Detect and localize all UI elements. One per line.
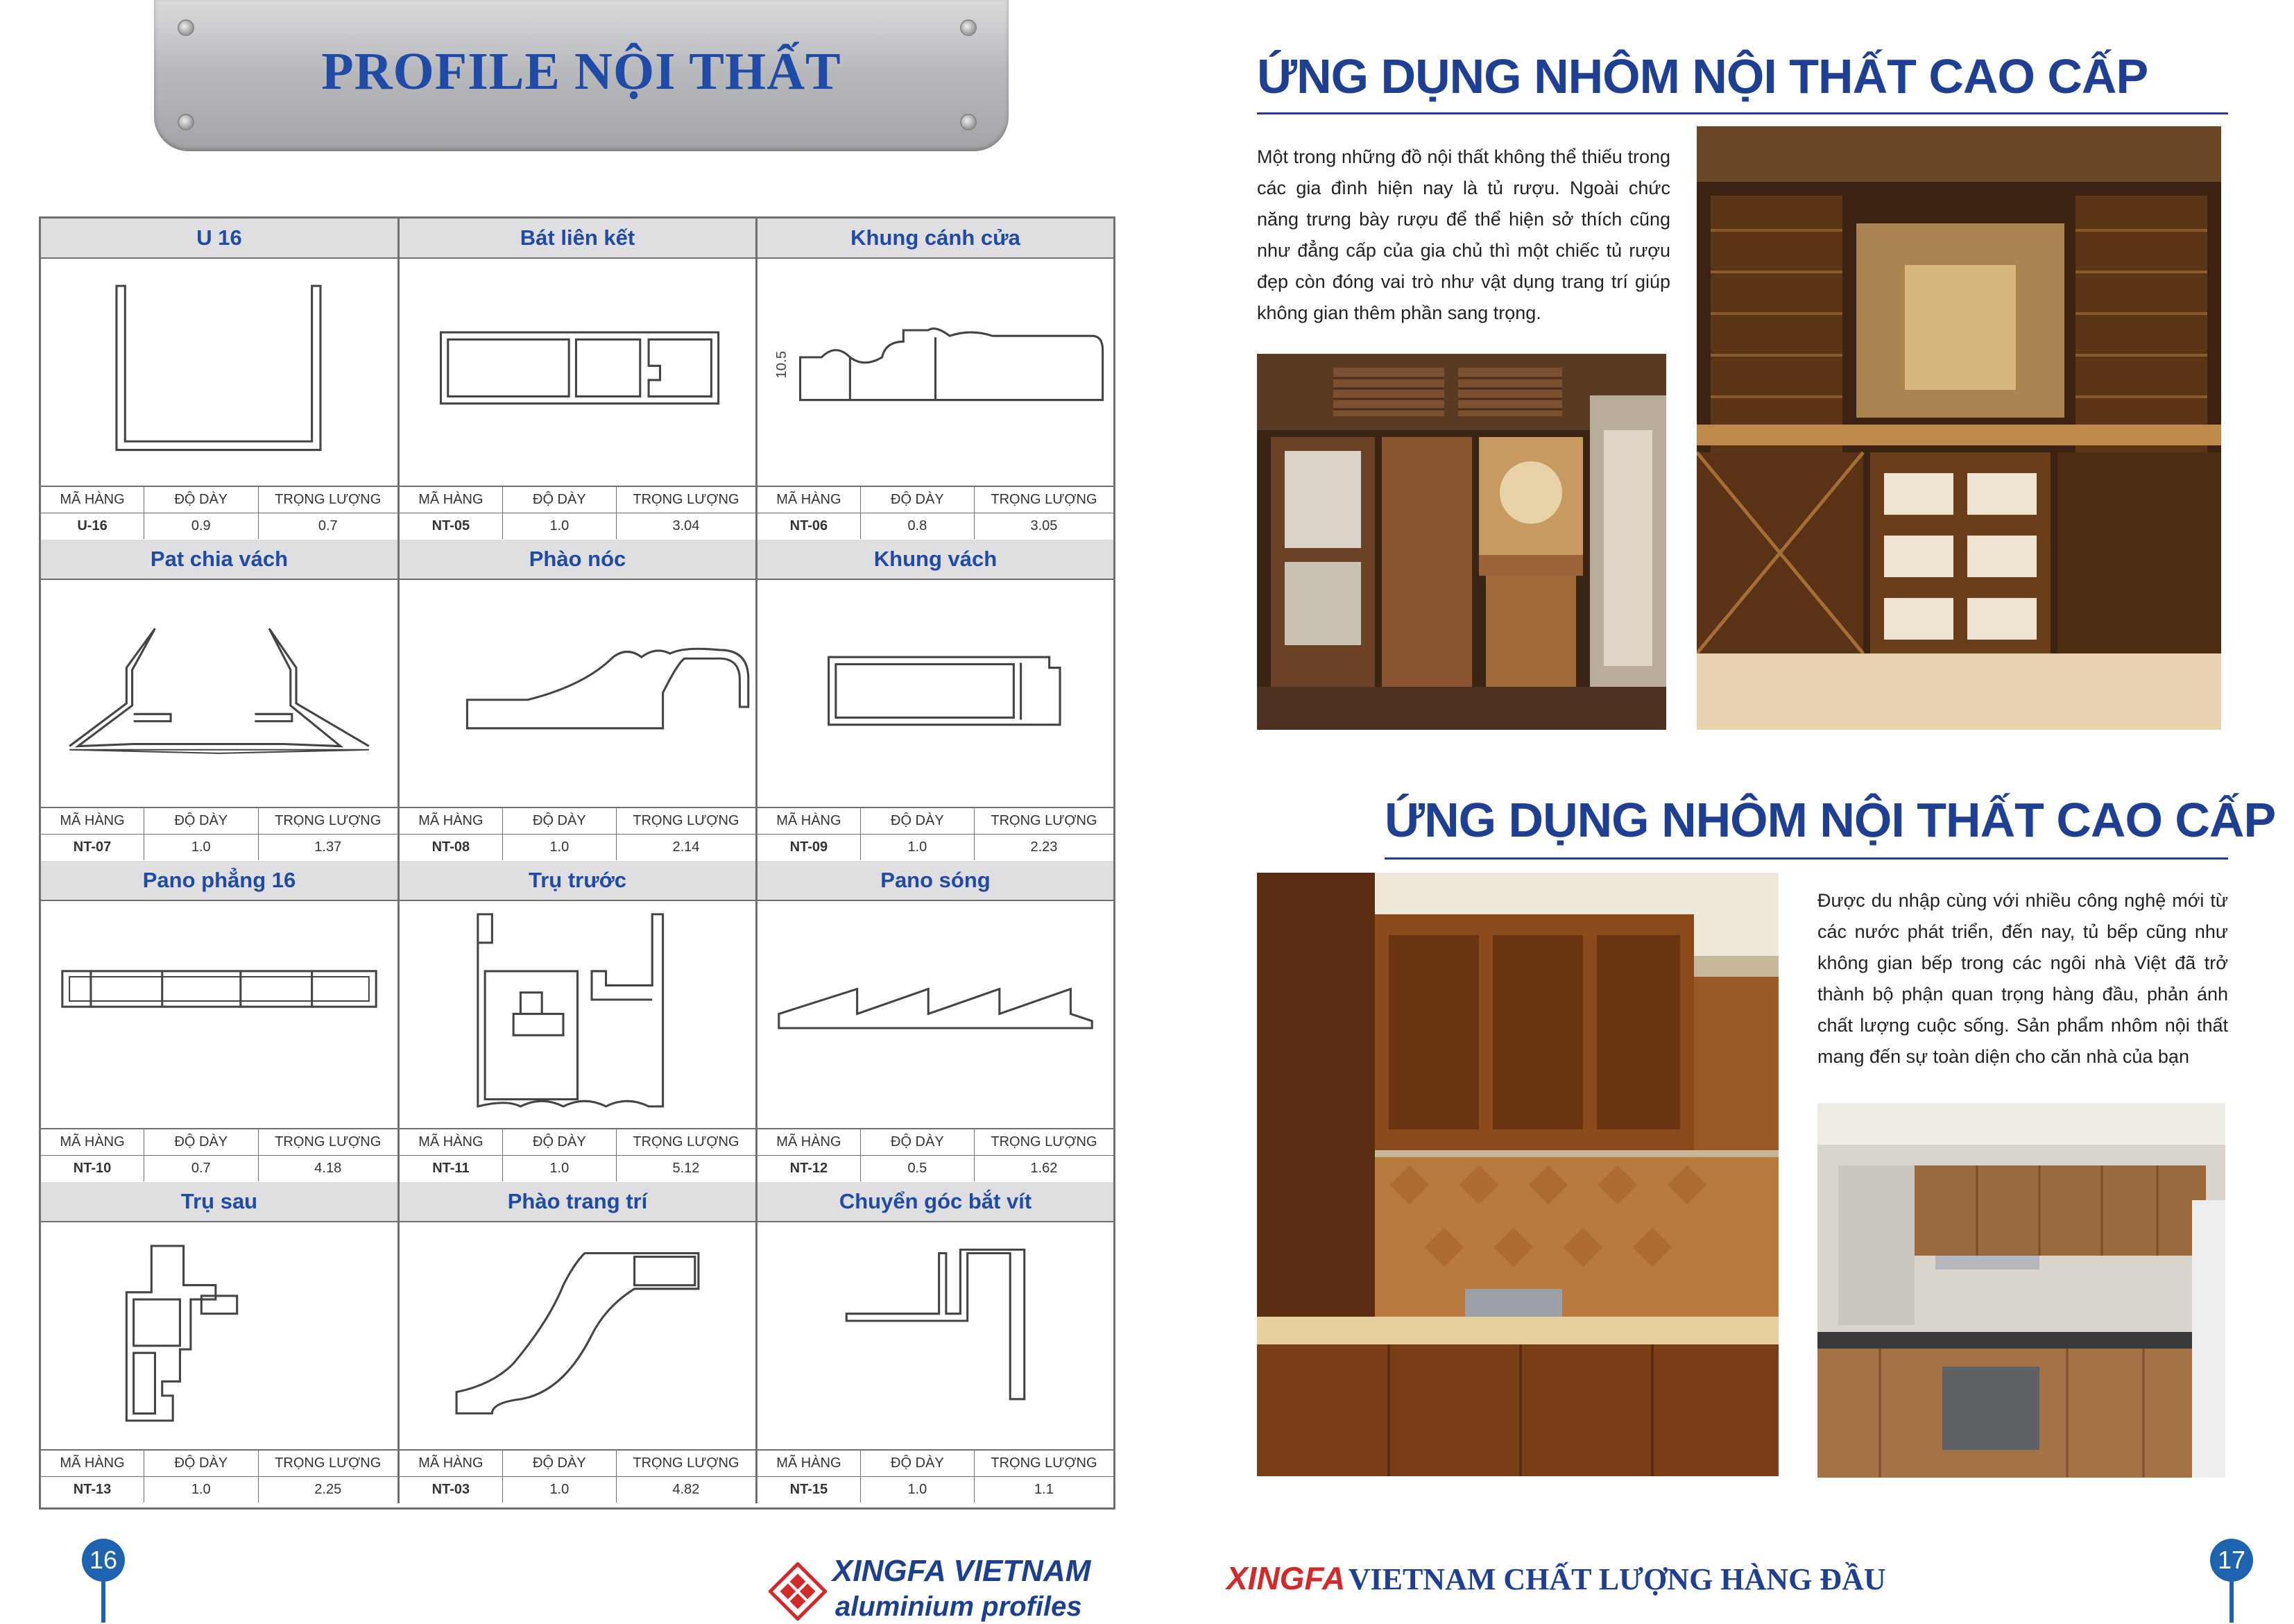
spec-weight: 3.05 [1030,518,1058,533]
spec-thickness: 0.7 [144,1156,258,1181]
spec-code: NT-12 [757,1156,861,1181]
profile-name: Pano phẳng 16 [41,861,397,901]
spec-header-weight: TRỌNG LƯỢNG [275,1134,382,1149]
profile-drawing [41,900,397,1128]
kitchen-text: Được du nhập cùng với nhiều công nghệ mới từ các nước phát triển, đến nay, tủ bếp cũng như không gian bếp trong các ngôi nhà Việt đã trở thành bộ phận quan trọng hàng đầu, phản ánh chất lượng cuộc sống. Sản phẩm nhôm nội thất mang đến sự toàn diện cho căn nhà của bạn [1817,890,2228,1067]
spec-weight: 1.37 [314,839,342,855]
spec-table [400,807,755,861]
spec-header-code: MÃ HÀNG [757,1129,861,1155]
page-title: PROFILE NỘI THẤT [321,42,841,101]
logo-subtitle: aluminium profiles [835,1591,1082,1622]
spec-header-code: MÃ HÀNG [41,487,144,513]
kitchen-photo-small [1817,1103,2225,1478]
spec-thickness: 1.0 [144,835,258,860]
spec-header-thickness: ĐỘ DÀY [503,487,617,513]
footer-slogan-block [1226,1559,1886,1597]
section-title-kitchen: ỨNG DỤNG NHÔM NỘI THẤT CAO CẤP [1385,793,2276,847]
profile-name: Bát liên kết [400,219,755,259]
spec-header-thickness: ĐỘ DÀY [144,487,258,513]
spec-weight: 4.18 [314,1161,342,1176]
profile-cell [41,540,397,861]
profile-drawing [41,579,397,807]
profile-drawing [41,257,397,486]
spec-code: NT-15 [757,1477,861,1503]
profile-cell [755,861,1113,1182]
spec-header-weight: TRỌNG LƯỢNG [633,1134,739,1149]
title-rule [1257,112,2228,114]
spec-thickness: 0.8 [861,513,975,539]
spec-thickness: 0.5 [861,1156,975,1181]
spec-weight: 2.23 [1030,839,1058,855]
spec-code: NT-03 [400,1477,503,1503]
dimension-label: 10.5 [773,350,790,379]
spec-header-weight: TRỌNG LƯỢNG [633,813,739,828]
spec-table [400,1128,755,1182]
spec-thickness: 1.0 [503,1477,617,1503]
spec-code: NT-07 [41,835,144,860]
spec-thickness: 1.0 [861,835,975,860]
screw-icon [179,21,193,35]
profile-cell [755,1182,1113,1503]
profile-drawing [400,900,755,1128]
page-number-stem [2229,1582,2234,1623]
spec-header-code: MÃ HÀNG [400,487,503,513]
title-rule [1385,857,2228,860]
kitchen-photo-large [1257,873,1779,1476]
spec-header-weight: TRỌNG LƯỢNG [991,1134,1097,1149]
spec-header-code: MÃ HÀNG [41,1129,144,1155]
spec-header-weight: TRỌNG LƯỢNG [275,813,382,828]
spec-header-weight: TRỌNG LƯỢNG [275,1455,382,1471]
spec-header-code: MÃ HÀNG [400,1129,503,1155]
spec-header-thickness: ĐỘ DÀY [503,1129,617,1155]
spec-header-thickness: ĐỘ DÀY [861,808,975,834]
spec-header-thickness: ĐỘ DÀY [503,1451,617,1476]
profile-name: Trụ trước [400,861,755,901]
page-number: 16 [82,1539,125,1582]
spec-header-thickness: ĐỘ DÀY [144,808,258,834]
profile-name: Phào nóc [400,540,755,580]
spec-code: NT-05 [400,513,503,539]
spec-table [757,1128,1113,1182]
profile-name: Phào trang trí [400,1182,755,1222]
spec-code: NT-13 [41,1477,144,1503]
profile-cell [397,219,755,540]
profile-name: Trụ sau [41,1182,397,1222]
spec-table [400,486,755,540]
spec-header-thickness: ĐỘ DÀY [144,1451,258,1476]
spec-thickness: 1.0 [503,1156,617,1181]
spec-code: NT-08 [400,835,503,860]
screw-icon [961,115,975,129]
spec-weight: 0.7 [318,518,338,533]
spec-header-code: MÃ HÀNG [41,808,144,834]
spec-header-thickness: ĐỘ DÀY [861,1451,975,1476]
spec-weight: 5.12 [672,1161,700,1176]
spec-header-weight: TRỌNG LƯỢNG [991,492,1097,507]
spec-header-code: MÃ HÀNG [757,1451,861,1476]
wine-cellar-photo [1697,126,2221,730]
spec-header-code: MÃ HÀNG [400,1451,503,1476]
spec-header-thickness: ĐỘ DÀY [144,1129,258,1155]
spec-header-code: MÃ HÀNG [400,808,503,834]
footer-slogan: VIETNAM CHẤT LƯỢNG HÀNG ĐẦU [1348,1562,1886,1596]
spec-code: NT-09 [757,835,861,860]
spec-table [41,486,397,540]
profile-cell [397,540,755,861]
spec-table [757,1449,1113,1503]
spec-table [41,1128,397,1182]
profile-cell [755,540,1113,861]
profile-cell [755,219,1113,540]
page-number: 17 [2210,1539,2253,1582]
profile-drawing [400,579,755,807]
page-number-stem [101,1582,105,1623]
spec-header-weight: TRỌNG LƯỢNG [991,813,1097,828]
spec-header-code: MÃ HÀNG [757,487,861,513]
profile-drawing [757,900,1113,1128]
wine-cabinet-text: Một trong những đồ nội thất không thể thiếu trong các gia đình hiện nay là tủ rượu. Ngoài chức năng trưng bày rượu để thể hiện sở thích cũng như đẳng cấp của gia chủ thì một chiếc tủ rượu đẹp còn đóng vai trò như vật dụng trang trí giúp không gian thêm phần sang trọng. [1257,146,1670,323]
profile-cell [41,1182,397,1503]
section-title-wine-cabinet: ỨNG DỤNG NHÔM NỘI THẤT CAO CẤP [1257,49,2148,103]
spec-table [400,1449,755,1503]
profile-drawing [400,257,755,486]
profile-cell [397,861,755,1182]
profile-name: Pano sóng [757,861,1113,901]
spec-weight: 4.82 [672,1482,700,1497]
spec-thickness: 0.9 [144,513,258,539]
spec-header-weight: TRỌNG LƯỢNG [633,1455,739,1471]
spec-header-weight: TRỌNG LƯỢNG [633,492,739,507]
spec-thickness: 1.0 [503,835,617,860]
spec-header-weight: TRỌNG LƯỢNG [991,1455,1097,1471]
profile-name: Khung cánh cửa [757,219,1113,259]
footer-brand: XINGFA [1226,1560,1346,1596]
screw-icon [961,21,975,35]
profile-name: U 16 [41,219,397,259]
spec-code: NT-06 [757,513,861,539]
profile-drawing [41,1221,397,1449]
spec-code: U-16 [41,513,144,539]
spec-thickness: 1.0 [503,513,617,539]
spec-weight: 1.1 [1034,1482,1054,1497]
profile-drawing [400,1221,755,1449]
profile-table [39,216,1115,1510]
spec-header-code: MÃ HÀNG [41,1451,144,1476]
logo-name: XINGFA VIETNAM [832,1554,1091,1588]
profile-drawing [757,579,1113,807]
spec-code: NT-11 [400,1156,503,1181]
profile-drawing [757,257,1113,486]
spec-weight: 2.14 [672,839,700,855]
spec-weight: 3.04 [672,518,700,533]
profile-drawing [757,1221,1113,1449]
spec-weight: 2.25 [314,1482,342,1497]
spec-header-thickness: ĐỘ DÀY [861,1129,975,1155]
spec-table [41,807,397,861]
spec-thickness: 1.0 [861,1477,975,1503]
spec-table [757,807,1113,861]
spec-table [41,1449,397,1503]
profile-name: Chuyển góc bắt vít [757,1182,1113,1222]
profile-cell [41,219,397,540]
profile-name: Pat chia vách [41,540,397,580]
screw-icon [179,115,193,129]
profile-cell [397,1182,755,1503]
profile-cell [41,861,397,1182]
spec-header-thickness: ĐỘ DÀY [503,808,617,834]
profile-name: Khung vách [757,540,1113,580]
spec-code: NT-10 [41,1156,144,1181]
spec-weight: 1.62 [1030,1161,1058,1176]
spec-header-weight: TRỌNG LƯỢNG [275,492,382,507]
xingfa-logo-icon [769,1562,827,1621]
dressing-room-photo [1257,354,1666,730]
spec-table [757,486,1113,540]
spec-header-thickness: ĐỘ DÀY [861,487,975,513]
spec-thickness: 1.0 [144,1477,258,1503]
spec-header-code: MÃ HÀNG [757,808,861,834]
